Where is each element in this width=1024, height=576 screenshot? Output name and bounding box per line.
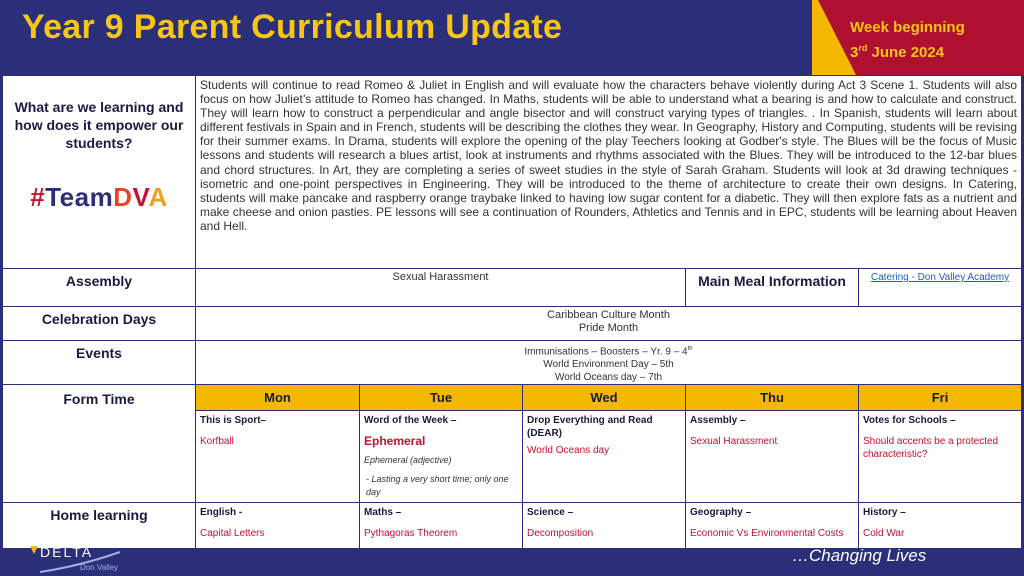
events-row xyxy=(3,341,1022,385)
event-immunisations: Immunisations – Boosters – Yr. 9 – 4th xyxy=(524,346,693,358)
day-header-wed: Wed xyxy=(523,385,686,411)
form-time-header-row xyxy=(3,385,1022,411)
event-environment-day: World Environment Day – 5th xyxy=(543,359,674,371)
day-header-fri: Fri xyxy=(859,385,1022,411)
celebration-value: Caribbean Culture Month Pride Month xyxy=(196,307,1022,341)
header-banner xyxy=(0,0,1024,75)
week-date: 3rd June 2024 xyxy=(850,43,945,61)
home-learning-row xyxy=(3,503,1022,550)
tagline: …Changing Lives xyxy=(792,546,927,565)
curriculum-table-container xyxy=(2,75,1021,548)
celebration-label: Celebration Days xyxy=(3,307,196,341)
form-time-fri: Votes for Schools – Should accents be a protected characteristic? xyxy=(859,411,1022,503)
curriculum-table xyxy=(2,75,1022,550)
home-learning-science: Science – Decomposition xyxy=(523,503,686,550)
assembly-value: Sexual Harassment xyxy=(196,269,686,307)
celebration-row xyxy=(3,307,1022,341)
learning-label: What are we learning and how does it empower our students? xyxy=(14,99,184,151)
event-oceans-day: World Oceans day – 7th xyxy=(554,372,663,384)
day-header-thu: Thu xyxy=(686,385,859,411)
form-time-mon: This is Sport– Korfball xyxy=(196,411,360,503)
day-header-mon: Mon xyxy=(196,385,360,411)
word-of-the-week: Ephemeral xyxy=(364,434,426,449)
main-meal-label: Main Meal Information xyxy=(686,269,859,307)
events-label: Events xyxy=(3,341,196,385)
week-beginning xyxy=(850,18,965,63)
word-definition: - Lasting a very short time; only one day xyxy=(366,474,509,498)
home-learning-history: History – Cold War xyxy=(859,503,1022,550)
form-time-tue: Word of the Week – Ephemeral Ephemeral (adjective) - Lasting a very short time; only one day xyxy=(360,411,523,503)
page-title: Year 9 Parent Curriculum Update xyxy=(22,8,563,46)
learning-description: Students will continue to read Romeo & Juliet in English and will evaluate how the characters behave violently during Act 3 Scene 1. Students will also focus on how Juliet’s attitude to Romeo has changed. In Maths, students will be able to understand what a bearing is and how to calculate and construct. They will learn how to construct a perpendicular and angle bisector and will construct varying types of triangles. . In Spanish, students will learn about different festivals in Spain and in French, students will be describing the clothes they wear. In Geography, History and Computing, students will be revising for their summer exams. In Drama, students will explore the opening of the play Teechers looking at Godber's style. The Blues will be the focus of Music lessons and students will research a blues artist, look at instruments and rhythms associated with the Blues. They will be introduced to the 12-bar blues and chord structures. In Art, they are completing a series of sweet studies in the style of Sarah Graham. Students will look at 3d drawing techniques - isometric and one-point perspectives in Engineering. They will be introduced to the theme of architecture to create their own designs. In Catering, students will make pancake and raspberry orange traybake linked to having low sugar content for a diabetic. They will then explore fats as a nutrient and make cheese and onion pasties. PE lessons will see a continuation of Rounders, Athletics and Tennis and in EPC, students will be learning about Heaven and Hell. xyxy=(196,76,1022,269)
home-learning-geography: Geography – Economic Vs Environmental Costs xyxy=(686,503,859,550)
form-time-thu: Assembly – Sexual Harassment xyxy=(686,411,859,503)
form-time-label: Form Time xyxy=(3,385,196,503)
home-learning-maths: Maths – Pythagoras Theorem xyxy=(360,503,523,550)
assembly-row xyxy=(3,269,1022,307)
catering-link[interactable]: Catering - Don Valley Academy xyxy=(859,269,1022,307)
home-learning-label: Home learning xyxy=(3,503,196,550)
form-time-wed: Drop Everything and Read (DEAR) World Oceans day xyxy=(523,411,686,503)
day-header-tue: Tue xyxy=(360,385,523,411)
learning-label-cell xyxy=(3,76,196,269)
learning-row xyxy=(3,76,1022,269)
delta-logo-text: DELTA xyxy=(40,544,94,560)
teamdva-logo: #TeamDVA xyxy=(30,182,168,212)
don-valley-text: Don Valley xyxy=(80,563,119,572)
assembly-label: Assembly xyxy=(3,269,196,307)
week-beginning-label: Week beginning xyxy=(850,19,965,36)
events-value xyxy=(196,341,1022,385)
home-learning-english: English - Capital Letters xyxy=(196,503,360,550)
